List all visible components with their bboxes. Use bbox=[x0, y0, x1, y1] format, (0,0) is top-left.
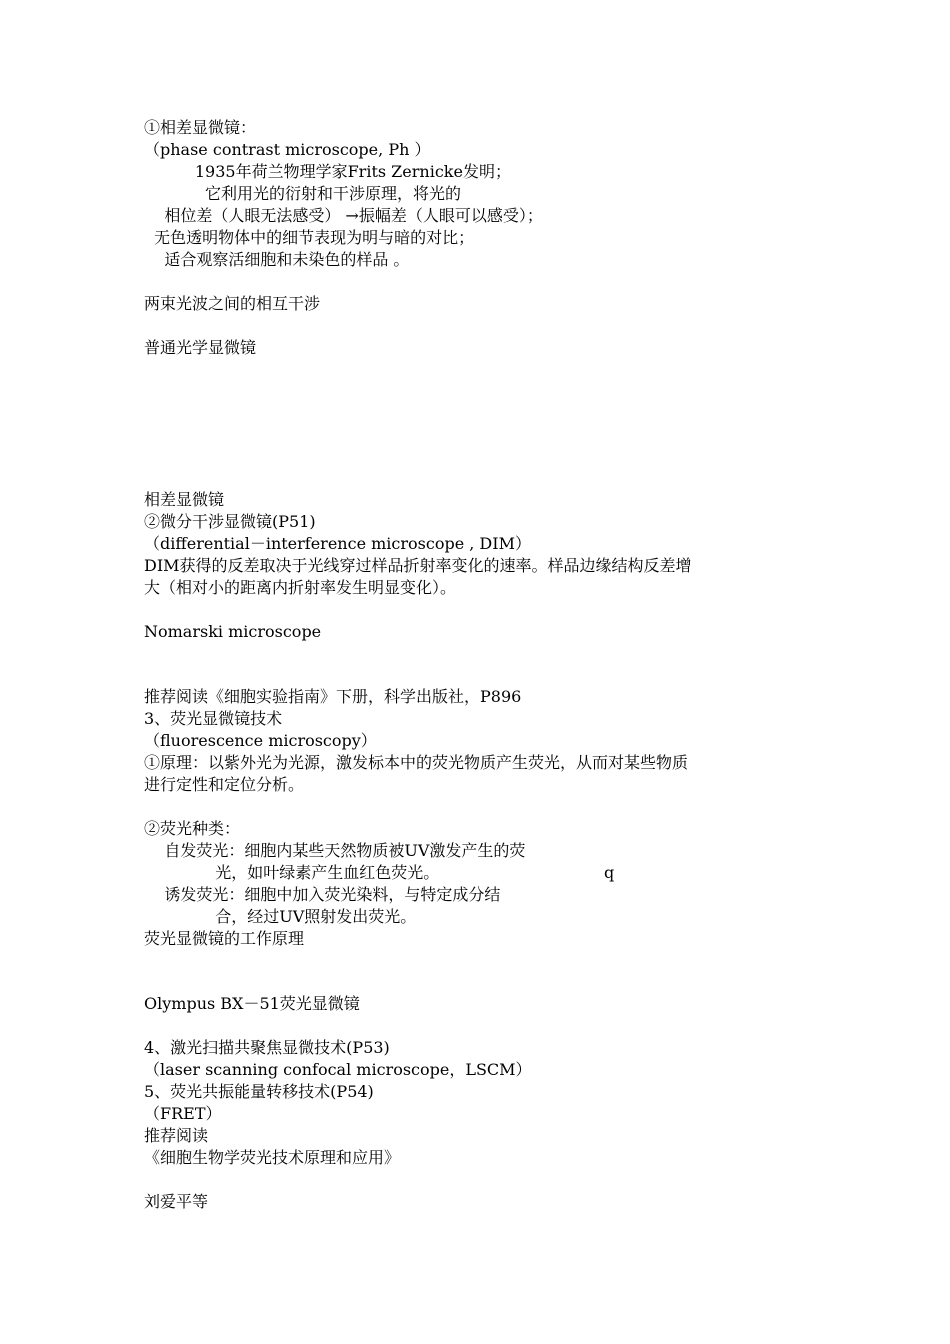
text-line: 自发荧光：细胞内某些天然物质被UV激发产生的荧 bbox=[144, 841, 526, 860]
text-line: ②荧光种类： bbox=[144, 819, 241, 838]
text-line: 推荐阅读《细胞实验指南》下册，科学出版社，P896 bbox=[144, 687, 522, 706]
text-line: 大（相对小的距离内折射率发生明显变化）。 bbox=[144, 578, 457, 597]
stray-character: q bbox=[604, 863, 615, 882]
text-line: （fluorescence microscopy） bbox=[144, 731, 377, 750]
heading-dim: ②微分干涉显微镜(P51) bbox=[144, 512, 316, 531]
text-line: 《细胞生物学荧光技术原理和应用》 bbox=[144, 1148, 401, 1167]
text-line: （differential－interference microscope , DIM） bbox=[144, 534, 531, 553]
text-line: 诱发荧光：细胞中加入荧光染料，与特定成分结 bbox=[144, 885, 501, 904]
text-line: 合，经过UV照射发出荧光。 bbox=[144, 907, 417, 926]
text-line: 两束光波之间的相互干涉 bbox=[144, 294, 321, 313]
text-line: 相位差（人眼无法感受） →振幅差（人眼可以感受）； bbox=[144, 206, 543, 225]
text-line: （phase contrast microscope, Ph ） bbox=[144, 140, 431, 159]
text-line: 进行定性和定位分析。 bbox=[144, 775, 305, 794]
text-line: 无色透明物体中的细节表现为明与暗的对比； bbox=[144, 228, 475, 247]
text-line: 适合观察活细胞和未染色的样品 。 bbox=[144, 250, 410, 269]
text-line: 相差显微镜 bbox=[144, 490, 225, 509]
text-line: 荧光显微镜的工作原理 bbox=[144, 929, 305, 948]
text-line: Nomarski microscope bbox=[144, 622, 322, 641]
text-line: 推荐阅读 bbox=[144, 1126, 209, 1145]
text-line: （laser scanning confocal microscope，LSCM） bbox=[144, 1060, 532, 1079]
heading-phase-contrast: ①相差显微镜： bbox=[144, 118, 257, 137]
text-line: 刘爱平等 bbox=[144, 1192, 209, 1211]
heading-fluorescence: 3、荧光显微镜技术 bbox=[144, 709, 283, 728]
text-line: Olympus BX－51荧光显微镜 bbox=[144, 994, 360, 1013]
text-line: （FRET） bbox=[144, 1104, 222, 1123]
text-line: DIM获得的反差取决于光线穿过样品折射率变化的速率。样品边缘结构反差增 bbox=[144, 556, 692, 575]
text-line: 它利用光的衍射和干涉原理，将光的 bbox=[144, 184, 462, 203]
text-line: 1935年荷兰物理学家Frits Zernicke发明； bbox=[144, 162, 511, 181]
text-line: 普通光学显微镜 bbox=[144, 338, 257, 357]
heading-fret: 5、荧光共振能量转移技术(P54) bbox=[144, 1082, 374, 1101]
text-line: ①原理：以紫外光为光源，激发标本中的荧光物质产生荧光，从而对某些物质 bbox=[144, 753, 689, 772]
text-line: 光，如叶绿素产生血红色荧光。 bbox=[144, 863, 440, 882]
heading-lscm: 4、激光扫描共聚焦显微技术(P53) bbox=[144, 1038, 390, 1057]
